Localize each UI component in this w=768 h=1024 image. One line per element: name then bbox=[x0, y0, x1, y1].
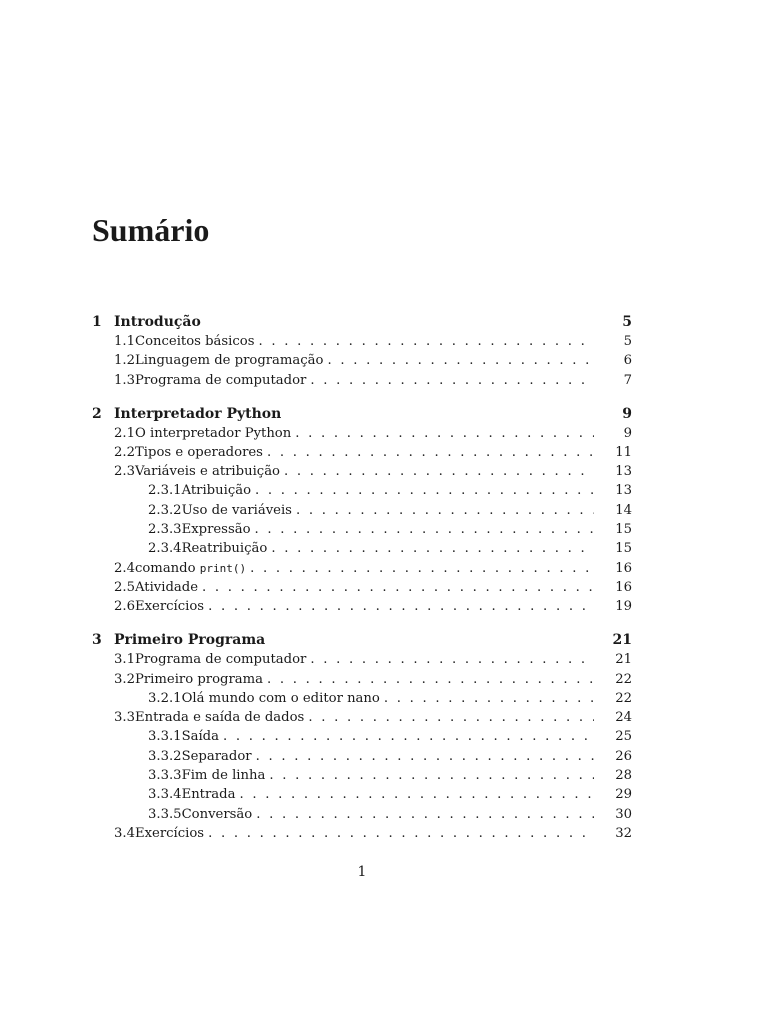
page-number: 32 bbox=[615, 825, 632, 841]
chapter-number: 2 bbox=[92, 405, 102, 422]
toc-subsection[interactable] bbox=[92, 501, 632, 520]
dot-leader bbox=[255, 481, 594, 500]
chapter-title: Introdução bbox=[114, 314, 201, 330]
toc-section[interactable] bbox=[92, 424, 632, 443]
subsection-number: 2.3.4 bbox=[148, 541, 182, 557]
page-number: 13 bbox=[615, 483, 632, 499]
dot-leader bbox=[259, 332, 595, 351]
toc-subsection[interactable] bbox=[92, 747, 632, 766]
page-number: 13 bbox=[615, 464, 632, 480]
page-number: 5 bbox=[623, 334, 632, 349]
subsection-number: 3.3.2 bbox=[148, 748, 182, 764]
dot-leader bbox=[310, 650, 594, 669]
dot-leader bbox=[256, 747, 594, 766]
subsection-number: 3.2.1 bbox=[148, 690, 182, 706]
section-number: 1.1 bbox=[114, 334, 135, 349]
toc-section[interactable] bbox=[92, 578, 632, 597]
page-number: 24 bbox=[615, 710, 632, 726]
page-number: 9 bbox=[622, 405, 632, 422]
section-title: Tipos e operadores bbox=[134, 444, 263, 460]
page-number: 30 bbox=[615, 806, 632, 822]
page-number: 15 bbox=[615, 522, 632, 538]
section-number: 2.5 bbox=[114, 579, 135, 595]
toc-section[interactable] bbox=[92, 332, 632, 351]
page-number: 29 bbox=[615, 787, 632, 803]
subsection-number: 3.3.1 bbox=[148, 729, 182, 745]
page-number: 11 bbox=[615, 444, 632, 460]
section-title: Exercícios bbox=[134, 599, 205, 615]
dot-leader bbox=[202, 578, 594, 597]
toc-subsection[interactable] bbox=[92, 520, 632, 539]
page-number: 6 bbox=[623, 353, 632, 369]
dot-leader bbox=[239, 785, 594, 804]
page-number: 26 bbox=[615, 748, 632, 764]
subsection-number: 3.3.3 bbox=[148, 768, 182, 784]
chapter-title: Interpretador Python bbox=[114, 405, 282, 422]
subsection-title: Uso de variáveis bbox=[181, 502, 292, 518]
toc-subsection[interactable] bbox=[92, 689, 632, 708]
dot-leader bbox=[384, 689, 594, 708]
subsection-title: Saída bbox=[181, 729, 219, 745]
section-title: Atividade bbox=[134, 579, 199, 595]
toc-subsection[interactable] bbox=[92, 539, 632, 558]
section-number: 2.1 bbox=[114, 425, 135, 441]
dot-leader bbox=[267, 670, 594, 689]
toc-chapter[interactable] bbox=[92, 313, 632, 332]
section-title-prefix: comando bbox=[134, 560, 200, 576]
chapter-title: Primeiro Programa bbox=[114, 632, 266, 649]
subsection-title: Atribuição bbox=[181, 483, 252, 499]
dot-leader bbox=[284, 462, 594, 481]
dot-leader bbox=[256, 805, 594, 824]
subsection-number: 2.3.1 bbox=[148, 483, 182, 499]
section-title: Programa de computador bbox=[134, 372, 307, 388]
section-title: Variáveis e atribuição bbox=[134, 464, 280, 480]
toc-section[interactable] bbox=[92, 462, 632, 481]
page-number: 25 bbox=[615, 729, 632, 745]
dot-leader bbox=[223, 727, 594, 746]
dot-leader bbox=[208, 824, 594, 843]
toc-section[interactable] bbox=[92, 650, 632, 669]
subsection-title: Expressão bbox=[181, 522, 251, 538]
dot-leader bbox=[327, 351, 594, 370]
toc-subsection[interactable] bbox=[92, 785, 632, 804]
dot-leader bbox=[267, 443, 594, 462]
toc-chapter[interactable] bbox=[92, 405, 632, 424]
dot-leader bbox=[296, 501, 594, 520]
section-title: O interpretador Python bbox=[134, 425, 292, 441]
footer-page-number: 1 bbox=[357, 864, 367, 880]
section-number: 3.2 bbox=[114, 671, 135, 687]
section-title: Exercícios bbox=[134, 825, 205, 841]
section-number: 3.1 bbox=[114, 652, 135, 668]
subsection-number: 2.3.2 bbox=[148, 502, 182, 518]
page-number: 16 bbox=[615, 579, 632, 595]
dot-leader bbox=[269, 766, 594, 785]
section-title bbox=[135, 559, 250, 578]
page-number: 15 bbox=[615, 541, 632, 557]
dot-leader bbox=[295, 424, 594, 443]
subsection-title: Olá mundo com o editor nano bbox=[181, 690, 380, 706]
subsection-title: Separador bbox=[181, 748, 252, 764]
page-number: 14 bbox=[615, 502, 632, 518]
toc-section[interactable] bbox=[92, 824, 632, 843]
chapter-number: 3 bbox=[92, 632, 102, 649]
toc-subsection[interactable] bbox=[92, 727, 632, 746]
page-number: 5 bbox=[622, 314, 632, 330]
section-number: 2.4 bbox=[114, 560, 135, 576]
dot-leader bbox=[271, 539, 594, 558]
page-number: 16 bbox=[615, 560, 632, 576]
page-number: 22 bbox=[615, 690, 632, 706]
subsection-number: 3.3.5 bbox=[148, 806, 182, 822]
section-number: 1.3 bbox=[114, 372, 135, 388]
toc-section[interactable] bbox=[92, 708, 632, 727]
page-number: 9 bbox=[623, 425, 632, 441]
section-title: Conceitos básicos bbox=[134, 334, 255, 349]
page-number: 28 bbox=[615, 768, 632, 784]
section-title: Programa de computador bbox=[134, 652, 307, 668]
page-number: 19 bbox=[615, 599, 632, 615]
subsection-title: Fim de linha bbox=[181, 768, 266, 784]
section-title: Linguagem de programação bbox=[134, 353, 324, 369]
subsection-title: Conversão bbox=[181, 806, 253, 822]
subsection-number: 3.3.4 bbox=[148, 787, 182, 803]
dot-leader bbox=[308, 708, 594, 727]
section-number: 2.6 bbox=[114, 599, 135, 615]
page-number: 22 bbox=[615, 671, 632, 687]
toc-section[interactable] bbox=[92, 597, 632, 616]
toc-section[interactable] bbox=[92, 443, 632, 462]
toc-section[interactable] bbox=[92, 559, 632, 578]
toc-chapter[interactable] bbox=[92, 631, 632, 650]
page-title: Sumário bbox=[92, 212, 210, 248]
section-title: Entrada e saída de dados bbox=[134, 710, 305, 726]
section-number: 1.2 bbox=[114, 353, 135, 369]
toc-subsection[interactable] bbox=[92, 766, 632, 785]
page-number: 21 bbox=[615, 652, 632, 668]
table-of-contents bbox=[92, 313, 632, 843]
subsection-title: Reatribuição bbox=[181, 541, 268, 557]
toc-section[interactable] bbox=[92, 371, 632, 390]
subsection-title: Entrada bbox=[181, 787, 236, 803]
toc-section[interactable] bbox=[92, 351, 632, 370]
section-number: 2.2 bbox=[114, 444, 135, 460]
section-number: 2.3 bbox=[114, 464, 135, 480]
dot-leader bbox=[250, 559, 594, 578]
section-title-code: print() bbox=[199, 561, 247, 575]
page-number: 7 bbox=[623, 372, 632, 388]
toc-subsection[interactable] bbox=[92, 805, 632, 824]
toc-section[interactable] bbox=[92, 670, 632, 689]
dot-leader bbox=[310, 371, 594, 390]
section-number: 3.3 bbox=[114, 710, 135, 726]
dot-leader bbox=[208, 597, 594, 616]
toc-subsection[interactable] bbox=[92, 481, 632, 500]
section-title: Primeiro programa bbox=[134, 671, 264, 687]
chapter-number: 1 bbox=[92, 314, 102, 330]
section-number: 3.4 bbox=[114, 825, 135, 841]
page-number: 21 bbox=[612, 632, 632, 649]
dot-leader bbox=[255, 520, 594, 539]
subsection-number: 2.3.3 bbox=[148, 522, 182, 538]
